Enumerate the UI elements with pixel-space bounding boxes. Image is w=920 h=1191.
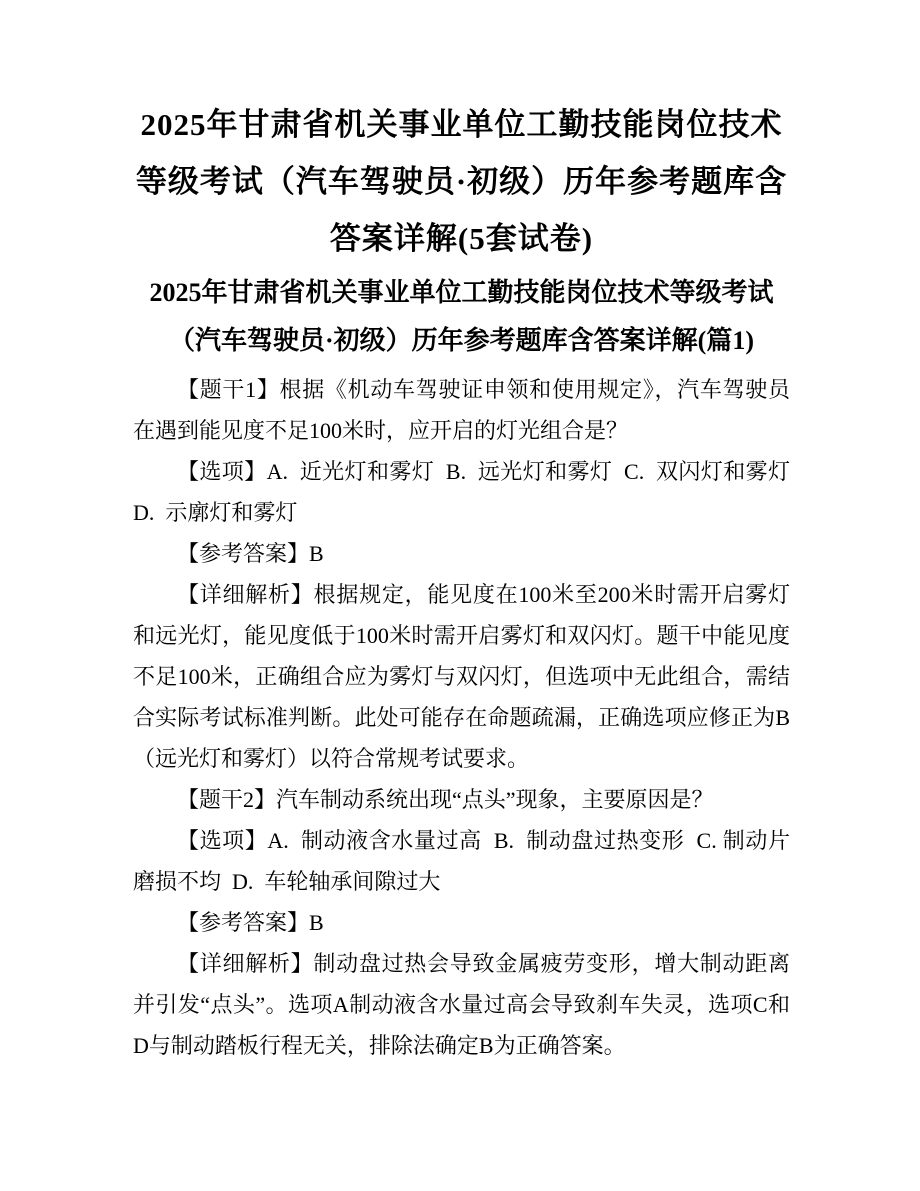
question-2-options: 【选项】A. 制动液含水量过高 B. 制动盘过热变形 C. 制动片磨损不均 D. 车轮轴承间隙过大 [133,828,790,894]
question-1-stem: 【题干1】根据《机动车驾驶证申领和使用规定》，汽车驾驶员在遇到能见度不足100米时，应开启的灯光组合是？ [133,377,790,443]
question-2-answer: 【参考答案】B [177,910,324,935]
question-1-analysis: 【详细解析】根据规定，能见度在100米至200米时需开启雾灯和远光灯，能见度低于100米时需开启雾灯和双闪灯。题干中能见度不足100米，正确组合应为雾灯与双闪灯，但选项中无此组合，需结合实际考试标准判断。此处可能存在命题疏漏，正确选项应修正为B（远光灯和雾灯）以符合常规考试要求。 [133,582,790,771]
document-title: 2025年甘肃省机关事业单位工勤技能岗位技术等级考试（汽车驾驶员·初级）历年参考题库含答案详解(5套试卷) [135,107,788,256]
question-2-stem: 【题干2】汽车制动系统出现“点头”现象，主要原因是？ [177,787,714,812]
question-2-analysis: 【详细解析】制动盘过热会导致金属疲劳变形，增大制动距离并引发“点头”。选项A制动液含水量过高会导致刹车失灵，选项C和D与制动踏板行程无关，排除法确定B为正确答案。 [133,951,790,1058]
section-heading: 2025年甘肃省机关事业单位工勤技能岗位技术等级考试（汽车驾驶员·初级）历年参考题库含答案详解(篇1) [149,278,774,355]
question-1-options: 【选项】A. 近光灯和雾灯 B. 远光灯和雾灯 C. 双闪灯和雾灯 D. 示廓灯和雾灯 [133,459,796,525]
question-1-answer: 【参考答案】B [177,541,324,566]
